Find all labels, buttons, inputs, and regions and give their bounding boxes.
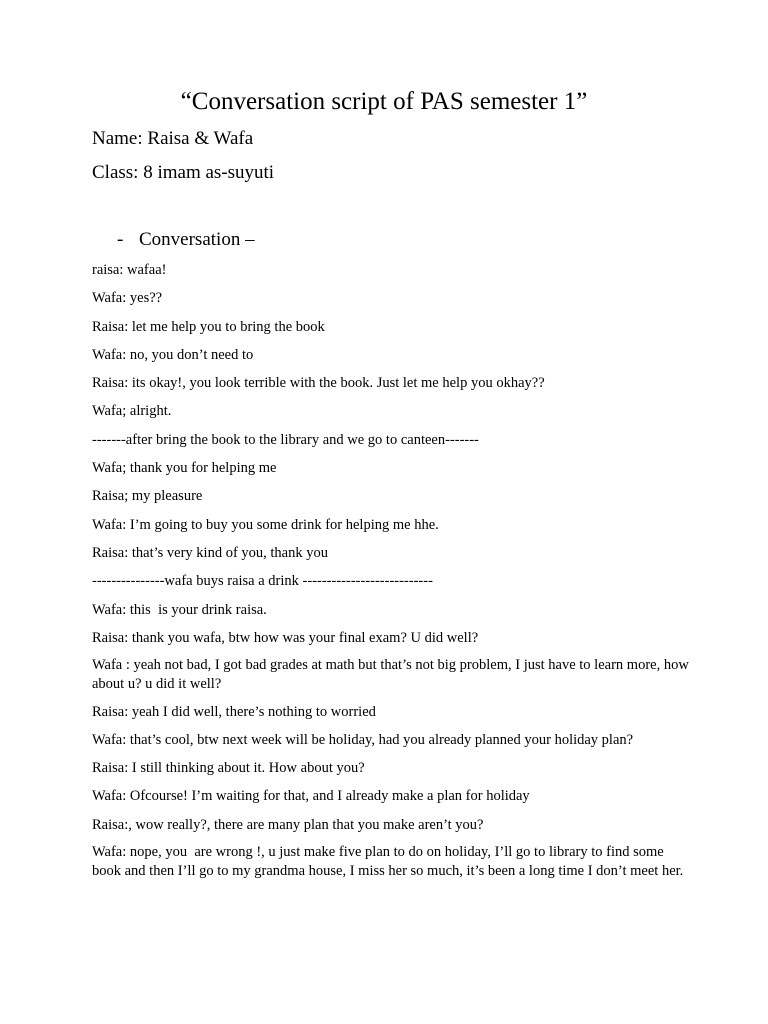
scene-divider: -------after bring the book to the library and we go to canteen------- [92, 431, 479, 448]
class-line: Class: 8 imam as-suyuti [92, 162, 275, 183]
dialogue-line: Raisa:, wow really?, there are many plan that you make aren’t you? [92, 816, 484, 833]
bullet-dash: - [117, 229, 124, 250]
dialogue-line: Raisa: thank you wafa, btw how was your final exam? U did well? [92, 629, 479, 646]
name-line: Name: Raisa & Wafa [92, 128, 254, 149]
section-heading-row [117, 228, 255, 252]
dialogue-line: Wafa; alright. [92, 403, 172, 420]
dialogue-line: Raisa: let me help you to bring the book [92, 318, 325, 335]
dialogue-line: Raisa: yeah I did well, there’s nothing to worried [92, 704, 376, 721]
dialogue-line: Wafa: that’s cool, btw next week will be holiday, had you already planned your holiday plan? [92, 731, 634, 748]
dialogue-line: Wafa: I’m going to buy you some drink for helping me hhe. [92, 516, 439, 533]
dialogue-line: Wafa: nope, you are wrong !, u just make five plan to do on holiday, I’ll go to library to find some book and then I’ll go to my grandma house, I miss her so much, it’s been a long time I don’t meet her. [92, 843, 684, 879]
dialogue-line: Raisa; my pleasure [92, 488, 203, 505]
dialogue-line: Wafa: this is your drink raisa. [92, 601, 267, 618]
dialogue-line: Raisa: that’s very kind of you, thank you [92, 544, 328, 561]
dialogue-line: Wafa : yeah not bad, I got bad grades at math but that’s not big problem, I just have to learn more, how about u? u did it well? [92, 657, 693, 693]
dialogue-line: Wafa; thank you for helping me [92, 460, 277, 477]
conversation-lines [92, 260, 692, 889]
section-heading: Conversation – [139, 229, 255, 250]
dialogue-line: Raisa: I still thinking about it. How about you? [92, 760, 365, 777]
dialogue-line: Wafa: Ofcourse! I’m waiting for that, and I already make a plan for holiday [92, 788, 530, 805]
scene-divider: ---------------wafa buys raisa a drink --------------------------- [92, 573, 433, 590]
dialogue-line: Wafa: no, you don’t need to [92, 346, 254, 363]
page-title: “Conversation script of PAS semester 1” [180, 88, 588, 115]
dialogue-line: Wafa: yes?? [92, 290, 163, 307]
dialogue-line: Raisa: its okay!, you look terrible with the book. Just let me help you okhay?? [92, 375, 545, 392]
dialogue-line: raisa: wafaa! [92, 262, 167, 278]
